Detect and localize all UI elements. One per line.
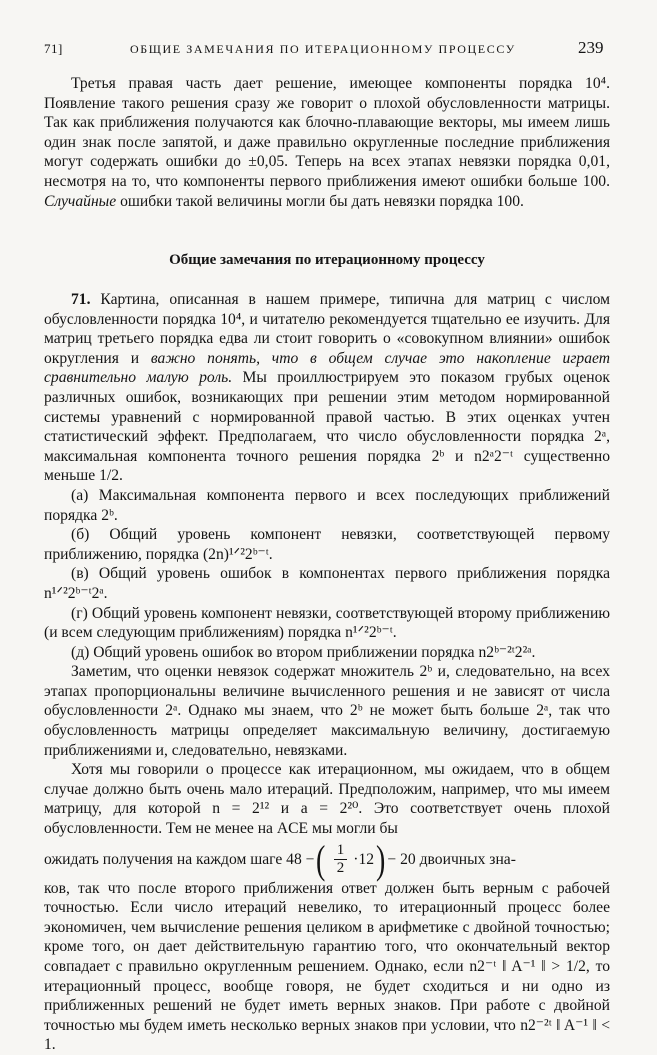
paragraph-number: 71. (71, 291, 91, 308)
formula-inside: ·12 (353, 850, 375, 868)
para2-text: Мы проиллюстрируем это показом грубых оценок различных ошибок, возникающих при решении этим методом нормированной системы уравнений с нормированной правой частью. В этих оценках учтен статистический эффект. Предполагаем, что число обусловленности порядка 2ᵃ, максимальная компонента точного решения порядка 2ᵇ и n2ᵃ2⁻ᵗ существенно меньше 1/2. (44, 369, 610, 485)
section-heading: Общие замечания по итерационному процессу (169, 252, 485, 268)
left-paren: ( (316, 836, 326, 882)
paragraph-71 (44, 290, 610, 486)
para1-sentence: ошибки такой величины могли бы дать невязки порядка 100. (120, 192, 524, 210)
page-number: 239 (578, 38, 604, 57)
para2-text: Картина, описанная в нашем примере, типична для матриц с числом обусловленности порядка 10⁴, и читателю рекомендуется тщательно ее изучить. Для матриц третьего порядка едва ли стоит говорить о «совокупном влиянии» ошибок округления и (44, 291, 610, 367)
para1-sentence: Появление такого решения сразу же говорит о плохой обусловленности матрицы. Так как приближения получаются как блочно-плавающие векторы, мы имеем лишь один знак после запятой, и даже правильно округленные последние приближения могут содержать ошибки до ±0,05. (44, 94, 610, 171)
paragraph-iterations: Хотя мы говорили о процессе как итерационном, мы ожидаем, что в общем случае должно быть очень мало итераций. Предположим, например, что мы имеем матрицу, для которой n = 2¹² и a = 2²⁰. Это соответствует очень плохой обусловленности. Тем не менее на ACE мы могли бы (44, 761, 610, 838)
inline-formula (44, 836, 610, 882)
para1-sentence: Третья правая часть дает решение, имеющее компоненты порядка 10⁴. (71, 75, 610, 92)
estimate-item: (а) Максимальная компонента первого и всех последующих приближений порядка 2ᵇ. (44, 486, 610, 524)
formula-tail: − 20 двоичных зна- (387, 850, 516, 868)
formula-lead: ожидать получения на каждом шаге 48 − (44, 850, 315, 868)
paragraph-iterations-cont: ков, так что после второго приближения ответ должен быть верным с рабочей точностью. Если число итераций невелико, то итерационный процесс более экономичен, чем вычисление решения целиком в арифметике с двойной точностью; кроме того, он дает действительную гарантию того, что окончательный вектор совпадает с правильно округленным решением. Однако, если n2⁻ᵗ ‖ A⁻¹ ‖ > 1/2, то итерационный процесс, вообще говоря, не будет сходиться и ни одно из приближенных решений не будет иметь верных знаков. При работе с двойной точностью мы будем иметь несколько верных знаков при условии, что n2⁻²ᵗ ‖ A⁻¹ ‖ < 1. (44, 879, 610, 1054)
para1-sentence: Теперь на всех этапах невязки порядка 0,01, несмотря на то, что компоненты первого приближения имеют ошибки больше 100. (44, 153, 610, 190)
right-paren: ) (376, 836, 386, 882)
section-body (44, 290, 610, 1055)
fraction (334, 842, 348, 877)
estimate-item: (в) Общий уровень ошибок в компонентах первого приближения порядка n¹ᐟ²2ᵇ⁻ᵗ2ᵃ. (44, 565, 610, 602)
fraction-numerator: 1 (334, 842, 348, 860)
estimate-item: (г) Общий уровень компонент невязки, соответствующей второму приближению (и всем следующим приближениям) порядка n¹ᐟ²2ᵇ⁻ᵗ. (44, 604, 610, 642)
paragraph-continuation (44, 74, 610, 211)
paragraph-residuals: Заметим, что оценки невязок содержат множитель 2ᵇ и, следовательно, на всех этапах пропорциональны величине вычисленного решения и не зависят от числа обусловленности 2ᵃ. Однако мы знаем, что 2ᵇ не может быть больше 2ᵃ, так что обусловленность матрицы определяет максимальную величину, достигаемую приближениями и, следовательно, невязками. (44, 663, 610, 759)
running-title: ОБЩИЕ ЗАМЕЧАНИЯ ПО ИТЕРАЦИОННОМУ ПРОЦЕССУ (130, 42, 516, 56)
section-mark: 71] (44, 41, 63, 56)
estimate-item: (б) Общий уровень компонент невязки, соответствующей первому приближению, порядка (2n)¹ᐟ²2ᵇ⁻ᵗ. (44, 526, 610, 563)
para1-italic: Случайные (44, 192, 117, 210)
estimate-item: (д) Общий уровень ошибок во втором приближении порядка n2ᵇ⁻²ᵗ2²ᵃ. (71, 643, 536, 661)
fraction-denominator: 2 (336, 860, 345, 877)
para2-italic: важно понять, что в общем случае это накопление играет сравнительно малую роль. (44, 349, 610, 387)
